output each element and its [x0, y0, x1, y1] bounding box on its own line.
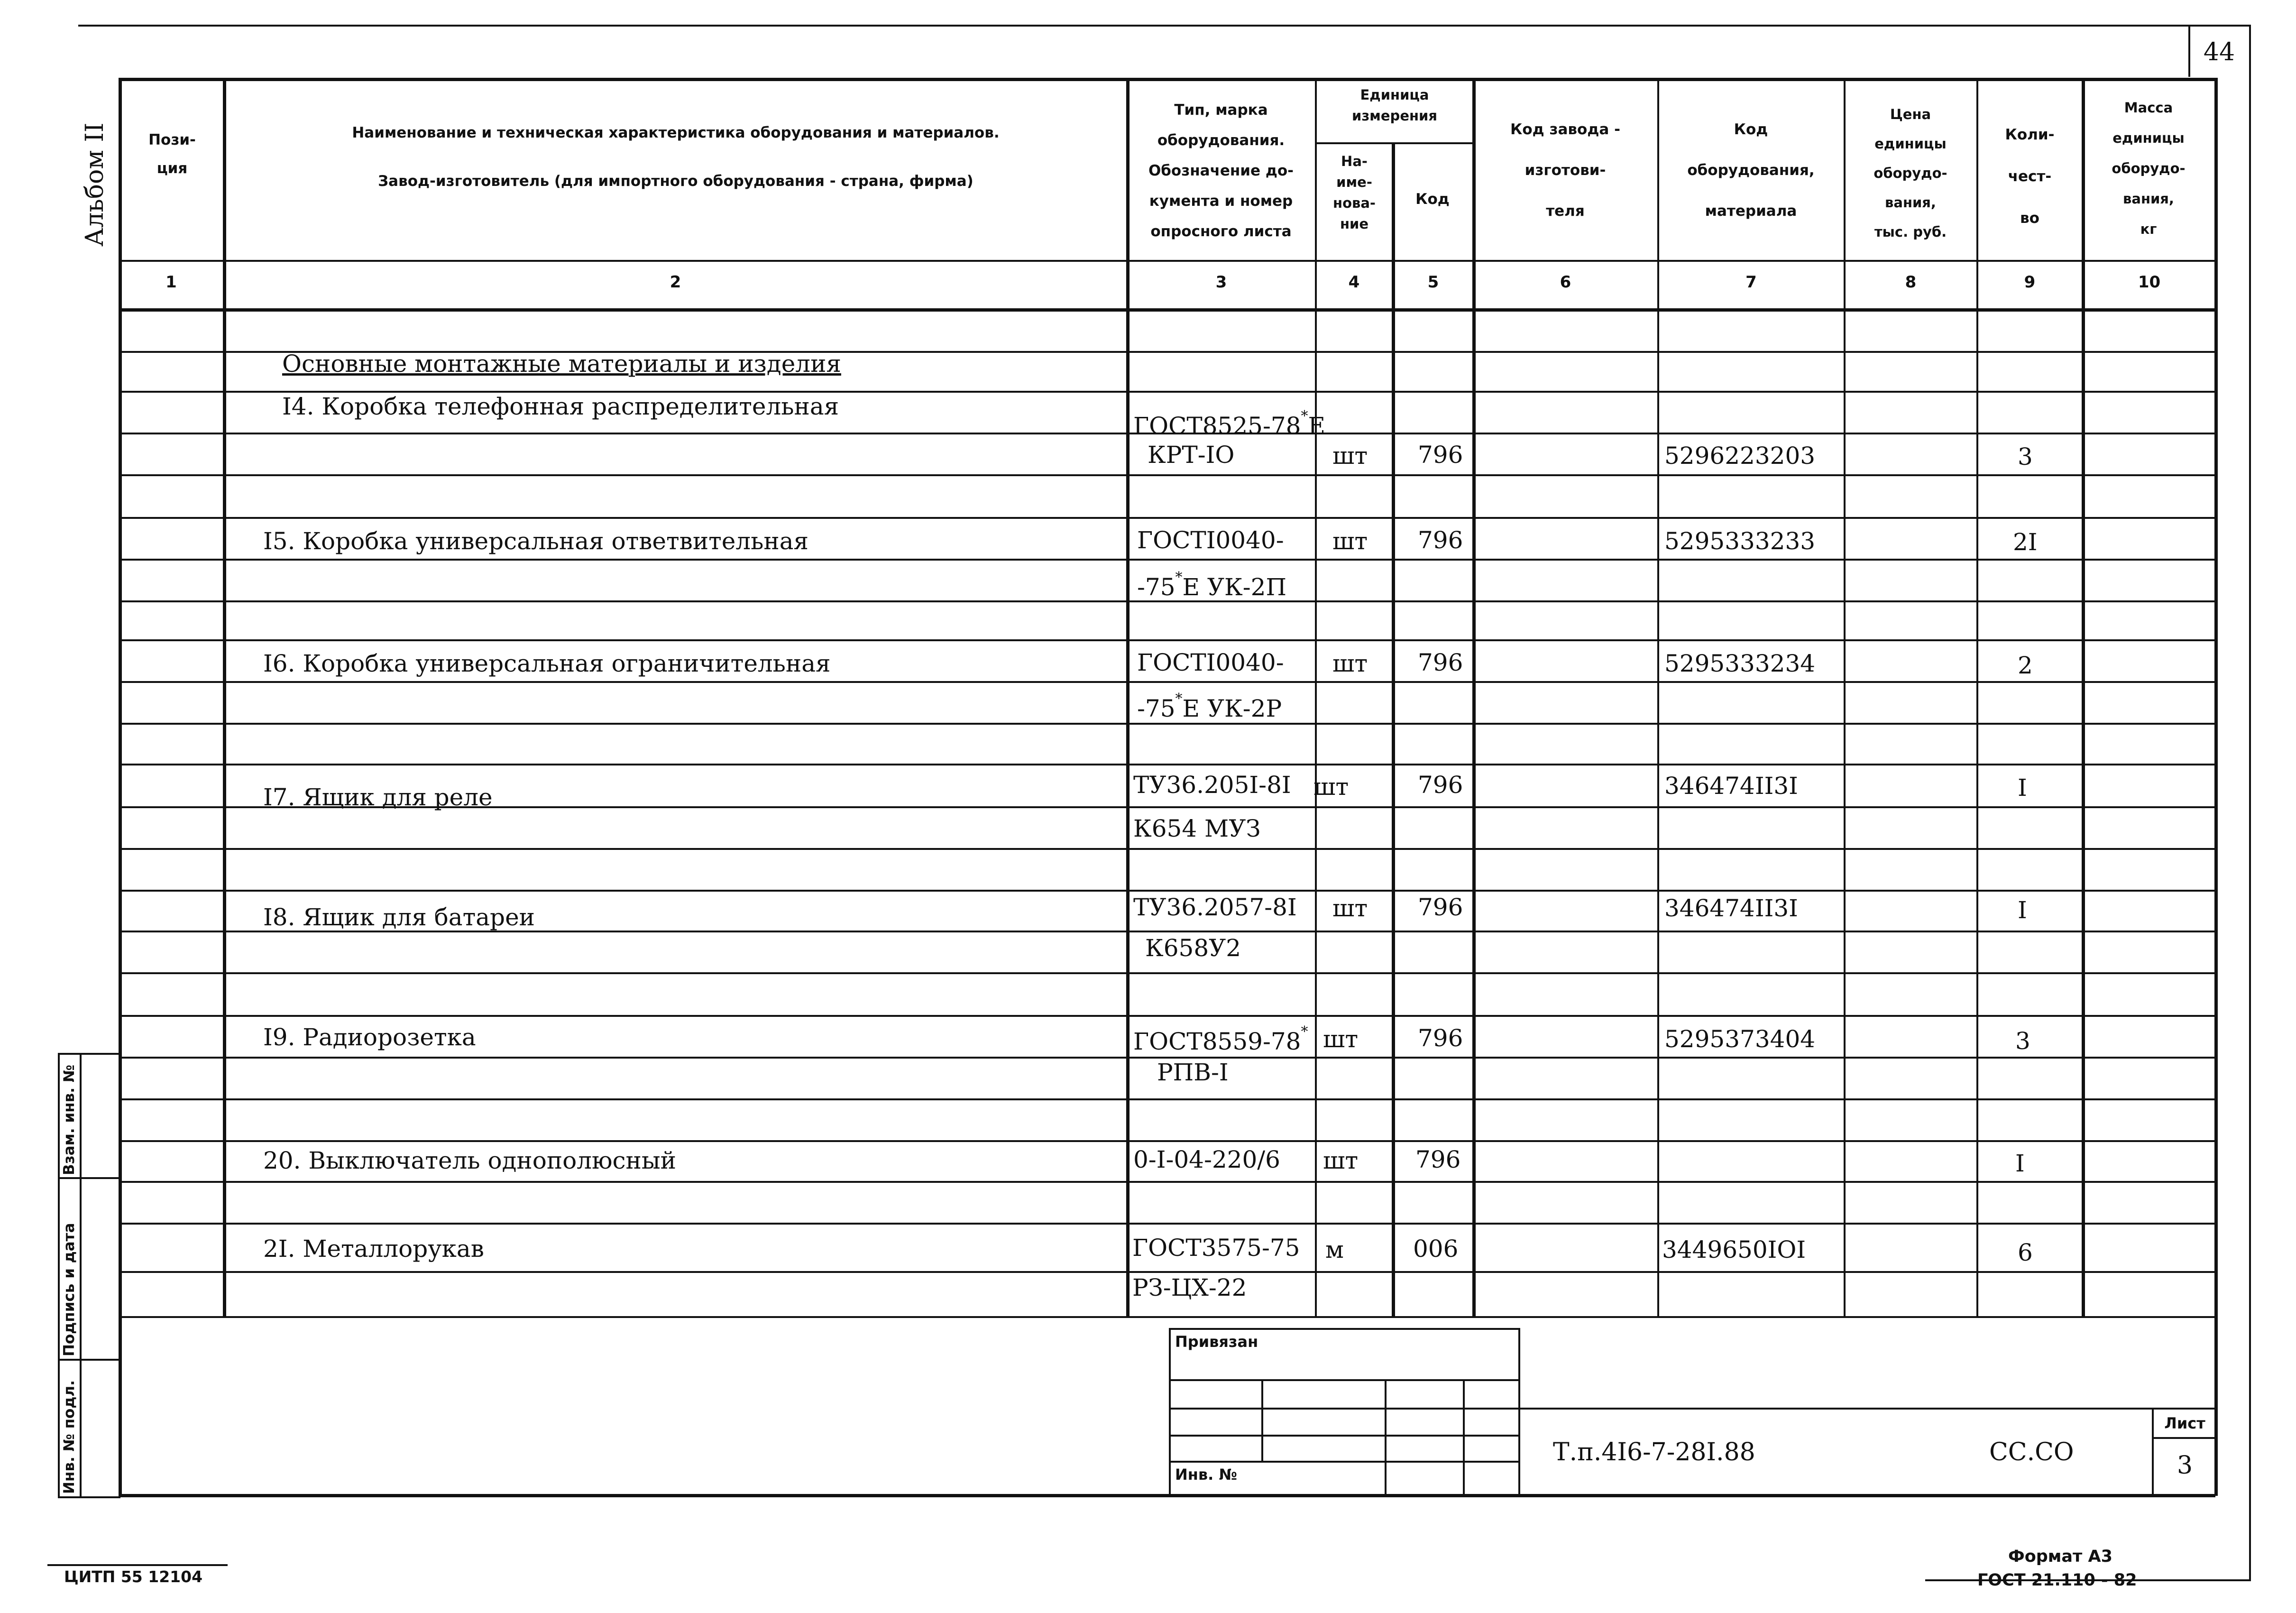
column-number: 5: [1427, 273, 1439, 292]
column-number: 10: [2138, 273, 2161, 292]
item-name-text: Коробка телефонная распределительная: [321, 393, 839, 420]
table-right-border: [2214, 78, 2218, 1496]
item-name-text: Коробка универсальная ограничительная: [303, 650, 831, 677]
item-type-line2: -75*Е УК-2П: [1137, 569, 1287, 601]
item-unit: м: [1325, 1236, 1344, 1263]
stamp-label-signature-date: Подпись и дата: [61, 1223, 78, 1356]
album-label: Альбом II: [81, 122, 109, 247]
row-line: [119, 1098, 2215, 1100]
footer-gost: ГОСТ 21.110 - 82: [1977, 1571, 2137, 1590]
side-stamp-left: [58, 1053, 60, 1496]
column-number: 9: [2024, 273, 2036, 292]
stamp-bound-col: [1463, 1379, 1465, 1495]
header-bottom-border: [119, 260, 2215, 262]
table-top-border: [119, 78, 2215, 81]
stamp-bound-col: [1385, 1379, 1387, 1495]
item-type-line1: ГОСТI0040-: [1137, 649, 1284, 676]
col-1-2-divider: [223, 78, 226, 1317]
item-type-line2: -75*Е УК-2Р: [1137, 691, 1282, 722]
item-equipment-code: 346474II3I: [1664, 772, 1798, 800]
item-name: [263, 903, 535, 931]
side-stamp-bottom: [58, 1496, 120, 1498]
item-equipment-code: 346474II3I: [1664, 894, 1798, 922]
column-number: 7: [1745, 273, 1757, 292]
item-name: [263, 527, 808, 555]
item-type-line1: ТУ36.2057-8I: [1133, 894, 1297, 921]
sheet-box-divider: [2152, 1437, 2215, 1439]
frame-top-line: [78, 25, 2250, 27]
document-code: Т.п.4I6-7-28I.88: [1553, 1438, 1755, 1466]
sheet-number: 3: [2177, 1451, 2193, 1480]
column-number: 4: [1348, 273, 1360, 292]
item-type-line1: ГОСТ8525-78*Е: [1133, 408, 1325, 440]
stamp-bound-right: [1518, 1328, 1520, 1495]
item-number: 20.: [263, 1147, 309, 1174]
stamp-bound-line: [1169, 1379, 1520, 1381]
document-mark: СС.СО: [1989, 1438, 2074, 1466]
page-number: 44: [2203, 38, 2235, 66]
header-unit-group: Единица измерения: [1352, 87, 1437, 124]
stamp-bound-line: [1169, 1435, 1520, 1437]
item-unit: шт: [1332, 650, 1368, 677]
item-unit-code: 796: [1418, 894, 1463, 921]
row-line: [119, 517, 2215, 519]
header-name-line2: Завод-изготовитель (для импортного оборудования - страна, фирма): [378, 173, 974, 190]
header-position: Пози- ция: [148, 131, 196, 177]
stamp-bound-top: [1169, 1328, 1520, 1330]
item-quantity: 3: [2018, 443, 2033, 470]
item-unit-code: 796: [1415, 1146, 1461, 1173]
column-number: 2: [670, 273, 681, 292]
row-line: [119, 890, 2215, 892]
item-unit: шт: [1332, 894, 1368, 922]
item-type-line1: ГОСТ3575-75: [1132, 1234, 1300, 1262]
item-name-text: Ящик для реле: [303, 783, 493, 811]
header-factory-code: Код завода - изготови- теля: [1510, 121, 1620, 220]
item-name: [263, 783, 493, 811]
row-line: [119, 1181, 2215, 1183]
row-line: [119, 848, 2215, 850]
stamp-inv-label: Инв. №: [1175, 1466, 1237, 1484]
item-unit: шт: [1332, 527, 1368, 555]
header-quantity: Коли- чест- во: [2005, 126, 2055, 227]
item-type-line1: ТУ36.205I-8I: [1133, 771, 1291, 799]
item-unit: шт: [1332, 442, 1368, 470]
stamp-bound-line: [1169, 1461, 1520, 1463]
col-6-7-divider: [1657, 78, 1659, 1317]
item-name: [263, 1023, 476, 1051]
row-line: [119, 639, 2215, 641]
item-unit-code: 796: [1418, 771, 1463, 799]
item-name: [263, 1147, 676, 1174]
item-name-text: Выключатель однополюсный: [308, 1147, 676, 1174]
item-number: I8.: [263, 903, 303, 931]
item-quantity: I: [2018, 896, 2027, 924]
item-name-text: Коробка универсальная ответвительная: [303, 527, 809, 555]
item-quantity: 2I: [2013, 528, 2038, 556]
sheet-label: Лист: [2164, 1414, 2205, 1432]
stamp-bound-label: Привязан: [1175, 1333, 1258, 1351]
item-number: 2I.: [263, 1235, 303, 1263]
item-type-line1: 0-I-04-220/6: [1133, 1146, 1280, 1173]
sheet-box-left: [2152, 1408, 2154, 1494]
frame-right-line: [2249, 25, 2251, 1580]
item-name: [282, 393, 839, 420]
footer-format: Формат А3: [2008, 1547, 2112, 1566]
column-number: 3: [1215, 273, 1227, 292]
item-number: I6.: [263, 650, 303, 677]
item-unit-code: 006: [1413, 1235, 1459, 1263]
item-number: I5.: [263, 527, 303, 555]
col-7-8-divider: [1844, 78, 1846, 1317]
item-name-text: Ящик для батареи: [303, 903, 535, 931]
column-number: 8: [1905, 273, 1917, 292]
item-type-line2: КРТ-IO: [1148, 441, 1235, 469]
stamp-bound-line: [1169, 1408, 1520, 1410]
item-name: [263, 1235, 484, 1263]
header-name-line1: Наименование и техническая характеристика оборудования и материалов.: [352, 124, 1000, 141]
row-line: [119, 681, 2215, 683]
item-unit-code: 796: [1418, 441, 1463, 469]
item-number: I4.: [282, 393, 322, 420]
item-equipment-code: 5295333233: [1664, 527, 1816, 555]
item-quantity: 6: [2018, 1239, 2033, 1266]
item-number: I7.: [263, 783, 303, 811]
col-3-4-divider: [1315, 78, 1317, 1317]
side-stamp-div-1: [58, 1177, 120, 1179]
row-line: [119, 764, 2215, 765]
item-unit-code: 796: [1418, 1024, 1463, 1052]
item-name: [263, 650, 831, 677]
row-line: [119, 1015, 2215, 1017]
item-quantity: I: [2015, 1150, 2025, 1177]
item-unit: шт: [1323, 1147, 1359, 1174]
col-5-6-divider: [1472, 78, 1476, 1317]
item-unit: шт: [1323, 1025, 1359, 1053]
row-line: [119, 1223, 2215, 1225]
item-quantity: 3: [2015, 1027, 2030, 1055]
stamp-label-inv-podl: Инв. № подл.: [61, 1380, 78, 1494]
side-stamp-top: [58, 1053, 120, 1055]
item-equipment-code: 5295333234: [1664, 650, 1816, 677]
item-equipment-code: 3449650IOI: [1662, 1236, 1806, 1263]
item-name-text: Радиорозетка: [303, 1023, 476, 1051]
item-equipment-code: 5295373404: [1664, 1025, 1816, 1053]
col-8-9-divider: [1976, 78, 1978, 1317]
unit-group-divider: [1315, 142, 1472, 144]
item-type-line2: РЗ-ЦХ-22: [1132, 1274, 1247, 1301]
item-unit: шт: [1313, 773, 1349, 801]
item-unit-code: 796: [1418, 649, 1463, 676]
row-line: [119, 1140, 2215, 1142]
item-quantity: 2: [2018, 652, 2033, 679]
stamp-label-replace-inv: Взам. инв. №: [61, 1064, 78, 1175]
column-number: 6: [1560, 273, 1571, 292]
row-line: [119, 723, 2215, 725]
sheet-bottom-border: [119, 1494, 2215, 1497]
row-line: [119, 474, 2215, 476]
item-type-line1: ГОСТI0040-: [1137, 526, 1284, 554]
item-unit-code: 796: [1418, 526, 1463, 554]
row-line: [119, 559, 2215, 561]
side-stamp-div-2: [58, 1359, 120, 1361]
header-unit-code: Код: [1415, 191, 1450, 208]
header-mass: Масса единицы оборудо- вания, кг: [2112, 100, 2186, 237]
header-unit-name: На- име- нова- ние: [1333, 153, 1376, 232]
item-type-line1: ГОСТ8559-78*: [1133, 1023, 1308, 1055]
item-type-line2: РПВ-I: [1157, 1059, 1229, 1086]
row-line: [119, 1271, 2215, 1273]
colnum-bottom-border: [119, 308, 2215, 312]
title-block-top: [1518, 1408, 2215, 1410]
stamp-bound-col: [1261, 1379, 1263, 1461]
item-number: I9.: [263, 1023, 303, 1051]
page-number-box-left: [2188, 25, 2190, 77]
item-quantity: I: [2018, 774, 2027, 802]
item-name-text: Металлорукав: [303, 1235, 484, 1263]
item-type-line2: К654 МУЗ: [1133, 815, 1261, 842]
header-type: Тип, марка оборудования. Обозначение до- кумента и номер опросного листа: [1148, 101, 1294, 240]
header-equipment-code: Код оборудования, материала: [1687, 121, 1815, 220]
table-bottom-border: [119, 1316, 2215, 1318]
row-line: [119, 972, 2215, 974]
item-equipment-code: 5296223203: [1664, 442, 1816, 470]
side-stamp-inner: [80, 1053, 82, 1496]
column-number: 1: [165, 273, 177, 292]
item-type-line2: К658У2: [1145, 934, 1241, 962]
header-price: Цена единицы оборудо- вания, тыс. руб.: [1874, 106, 1947, 240]
footer-left-code: ЦИТП 55 12104: [64, 1567, 203, 1586]
col-9-10-divider: [2082, 78, 2085, 1317]
footer-line: [47, 1564, 228, 1566]
col-2-3-divider: [1126, 78, 1130, 1317]
section-title: Основные монтажные материалы и изделия: [282, 350, 841, 378]
stamp-bound-left: [1169, 1328, 1171, 1495]
